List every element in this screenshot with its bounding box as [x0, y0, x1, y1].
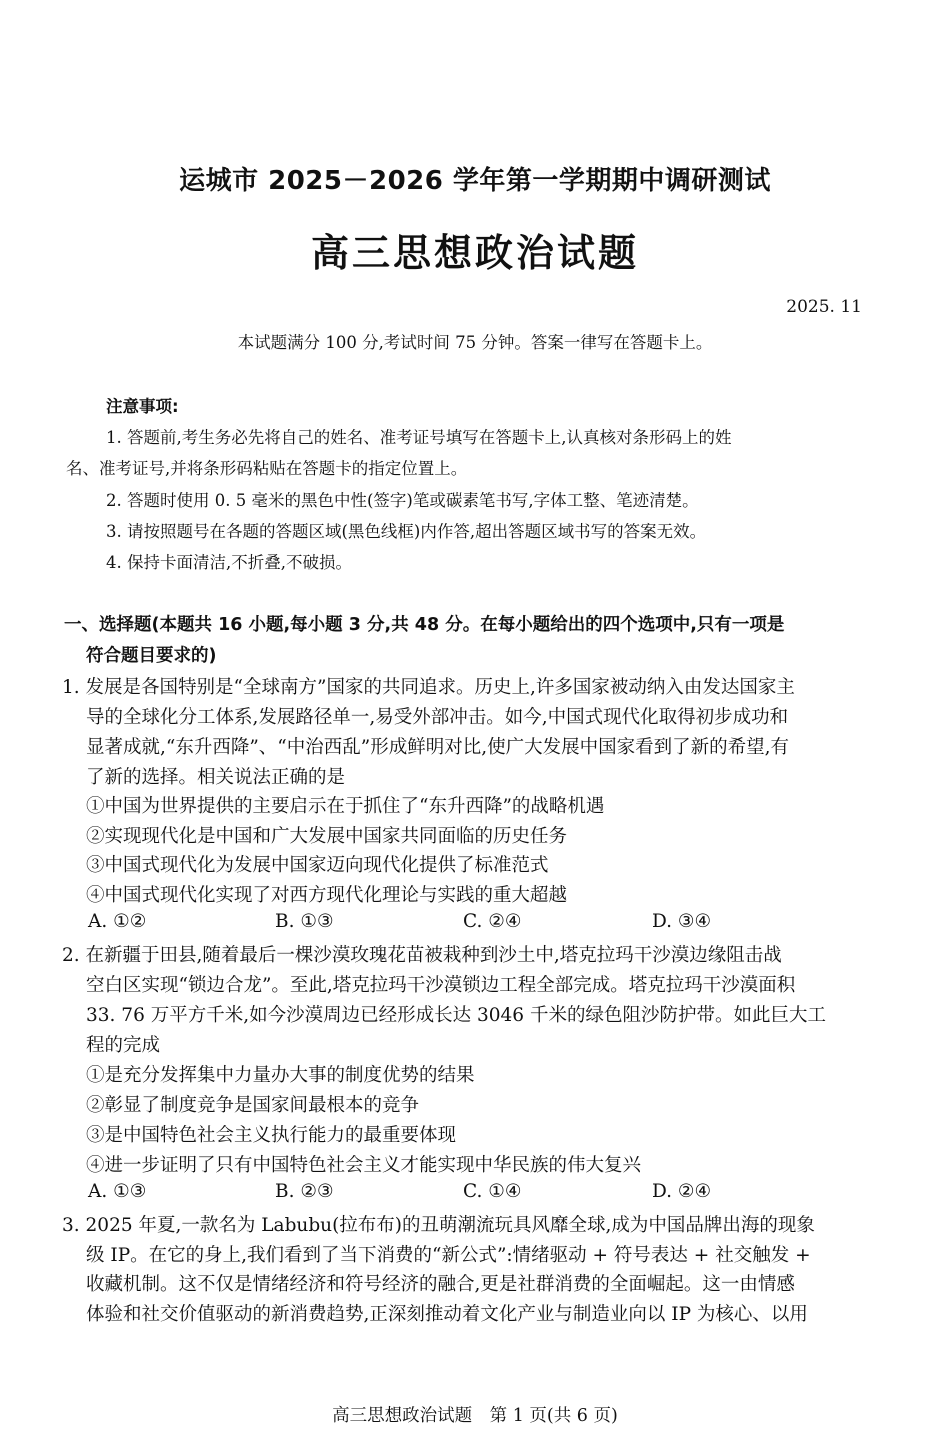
- page-footer: 高三思想政治试题 第 1 页(共 6 页): [332, 1406, 618, 1426]
- q3-stem-line: 体验和社交价值驱动的新消费趋势,正深刻推动着文化产业与制造业向以 IP 为核心、以用: [86, 1304, 808, 1325]
- q2-option-b: B. ②③: [275, 1181, 334, 1202]
- q1-stem-line: 了新的选择。相关说法正确的是: [86, 767, 346, 788]
- q1-stem-line: 显著成就,“东升西降”、“中治西乱”形成鲜明对比,使广大发展中国家看到了新的希望,有: [86, 737, 789, 758]
- section-heading-cont: 符合题目要求的): [86, 646, 217, 666]
- q2-statement-3: ③是中国特色社会主义执行能力的最重要体现: [86, 1125, 457, 1146]
- q1-stem-line: 导的全球化分工体系,发展路径单一,易受外部冲击。如今,中国式现代化取得初步成功和: [86, 707, 789, 728]
- q1-option-c: C. ②④: [463, 911, 522, 932]
- q2-stem-line: 33. 76 万平方千米,如今沙漠周边已经形成长达 3046 千米的绿色阻沙防护带。如此巨大工: [86, 1005, 826, 1026]
- q2-stem-line: 2. 在新疆于田县,随着最后一棵沙漠玫瑰花苗被栽种到沙土中,塔克拉玛干沙漠边缘阻击战: [62, 945, 782, 966]
- exam-intro: 本试题满分 100 分,考试时间 75 分钟。答案一律写在答题卡上。: [237, 333, 713, 352]
- notice-item-4: 4. 保持卡面清洁,不折叠,不破损。: [106, 553, 352, 572]
- q2-statement-1: ①是充分发挥集中力量办大事的制度优势的结果: [86, 1065, 475, 1086]
- q2-option-c: C. ①④: [463, 1181, 522, 1202]
- q1-statement-1: ①中国为世界提供的主要启示在于抓住了“东升西降”的战略机遇: [86, 796, 605, 817]
- q1-option-d: D. ③④: [652, 911, 712, 932]
- q2-statement-2: ②彰显了制度竞争是国家间最根本的竞争: [86, 1095, 420, 1116]
- q2-option-a: A. ①③: [88, 1181, 147, 1202]
- q1-option-a: A. ①②: [88, 911, 147, 932]
- q2-option-d: D. ②④: [652, 1181, 712, 1202]
- q2-stem-line: 空白区实现“锁边合龙”。至此,塔克拉玛干沙漠锁边工程全部完成。塔克拉玛干沙漠面积: [86, 975, 796, 996]
- q1-stem-line: 1. 发展是各国特别是“全球南方”国家的共同追求。历史上,许多国家被动纳入由发达国家主: [62, 677, 795, 698]
- q1-statement-2: ②实现现代化是中国和广大发展中国家共同面临的历史任务: [86, 826, 568, 847]
- q2-statement-4: ④进一步证明了只有中国特色社会主义才能实现中华民族的伟大复兴: [86, 1155, 642, 1176]
- notice-heading: 注意事项:: [106, 397, 179, 416]
- q1-statement-3: ③中国式现代化为发展中国家迈向现代化提供了标准范式: [86, 855, 549, 876]
- q2-stem-line: 程的完成: [86, 1035, 161, 1056]
- exam-date: 2025. 11: [786, 297, 862, 317]
- q1-option-b: B. ①③: [275, 911, 334, 932]
- notice-item-1: 1. 答题前,考生务必先将自己的姓名、准考证号填写在答题卡上,认真核对条形码上的姓: [106, 428, 732, 447]
- exam-title: 运城市 2025－2026 学年第一学期期中调研测试: [179, 166, 771, 196]
- subject-title: 高三思想政治试题: [310, 231, 639, 275]
- section-heading: 一、选择题(本题共 16 小题,每小题 3 分,共 48 分。在每小题给出的四个选项中,只有一项是: [64, 615, 785, 635]
- notice-item-3: 3. 请按照题号在各题的答题区域(黑色线框)内作答,超出答题区域书写的答案无效。: [106, 522, 707, 541]
- notice-item-1-cont: 名、准考证号,并将条形码粘贴在答题卡的指定位置上。: [66, 459, 468, 478]
- q1-statement-4: ④中国式现代化实现了对西方现代化理论与实践的重大超越: [86, 885, 568, 906]
- q3-stem-line: 收藏机制。这不仅是情绪经济和符号经济的融合,更是社群消费的全面崛起。这一由情感: [86, 1274, 795, 1295]
- notice-item-2: 2. 答题时使用 0. 5 毫米的黑色中性(签字)笔或碳素笔书写,字体工整、笔迹清楚。: [106, 491, 699, 510]
- q3-stem-line: 3. 2025 年夏,一款名为 Labubu(拉布布)的丑萌潮流玩具风靡全球,成为中国品牌出海的现象: [62, 1215, 815, 1236]
- q3-stem-line: 级 IP。在它的身上,我们看到了当下消费的“新公式”:情绪驱动 + 符号表达 + 社交触发 +: [86, 1245, 811, 1266]
